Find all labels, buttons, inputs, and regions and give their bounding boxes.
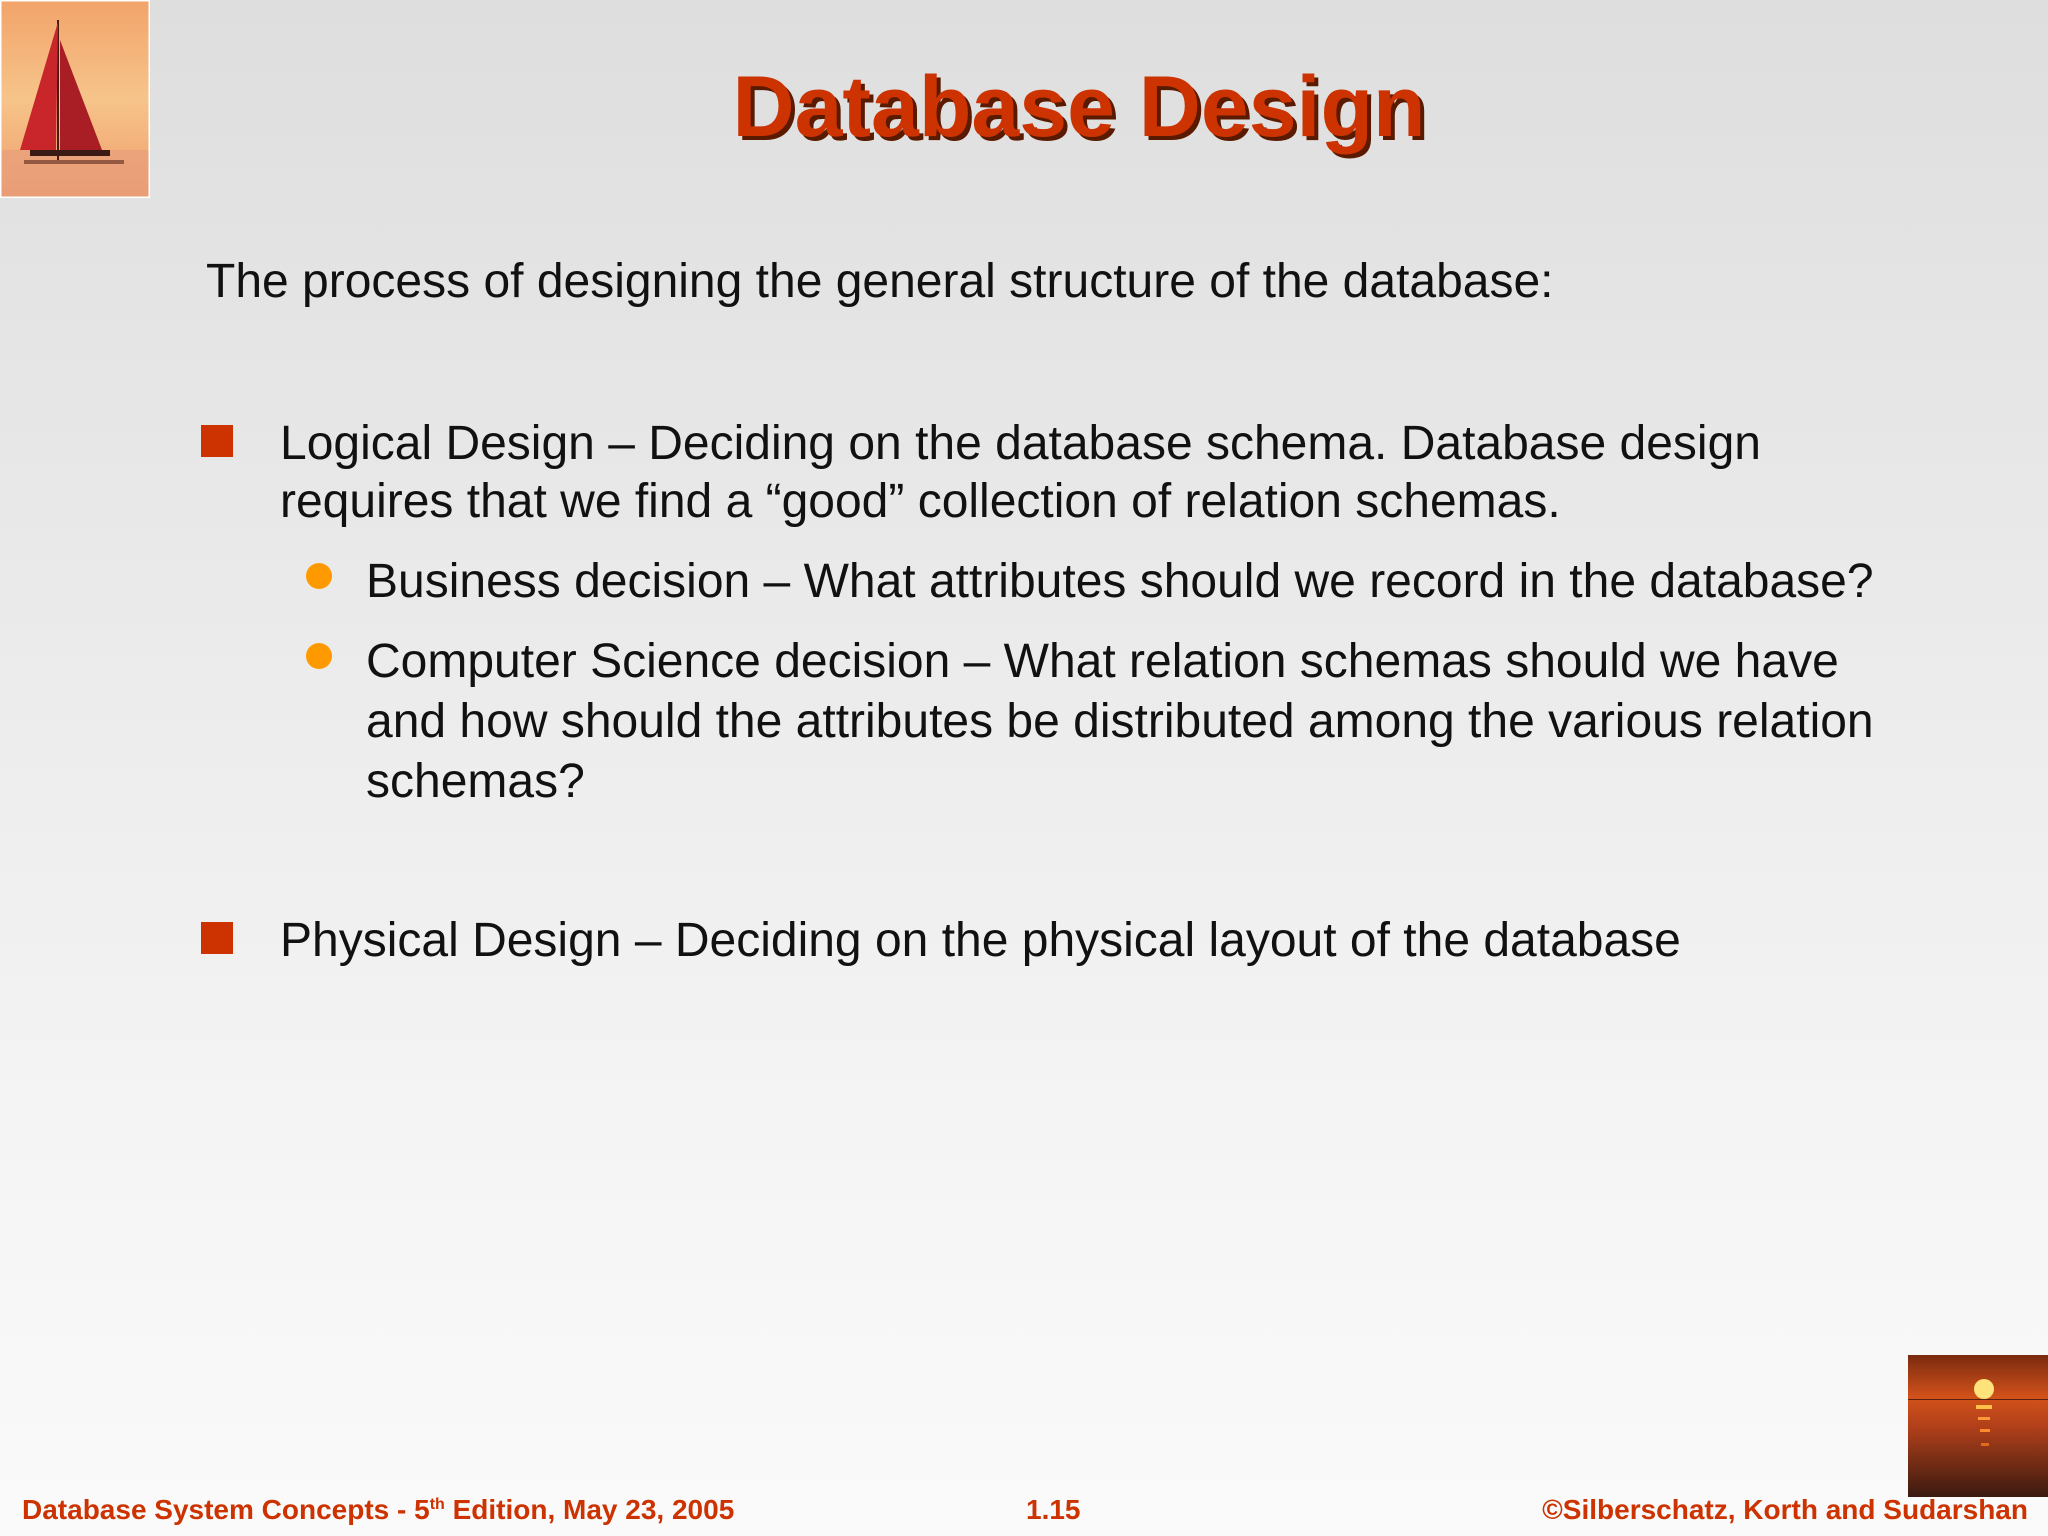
bullet-2-line-1: Physical Design – Deciding on the physical layout of the database (280, 914, 1681, 967)
bullet-1-line-1: Logical Design – Deciding on the database schema. Database design (280, 417, 1761, 470)
sub-bullet-2-line-1: Computer Science decision – What relation schemas should we have (366, 635, 1839, 688)
sub-bullet-2-line-3: schemas? (366, 755, 585, 808)
sub-bullet-2-line-2: and how should the attributes be distributed among the various relation (366, 695, 1874, 748)
bullet-1-line-2: requires that we find a “good” collection of relation schemas. (280, 475, 1561, 528)
sub-bullet-dot-icon (306, 563, 332, 589)
footer-book-title (22, 1494, 734, 1526)
footer-page-number: 1.15 (1026, 1494, 1081, 1525)
footer-copyright: ©Silberschatz, Korth and Sudarshan (1542, 1494, 2028, 1525)
sub-bullet-dot-icon (306, 643, 332, 669)
sunset-logo-icon (1908, 1355, 2048, 1497)
footer-edition-sup: th (429, 1496, 445, 1513)
slide-title: Database Design (732, 59, 1426, 155)
bullet-square-icon (201, 922, 233, 954)
intro-text: The process of designing the general structure of the database: (206, 255, 1554, 308)
footer-book-title-b: Edition, May 23, 2005 (444, 1494, 735, 1525)
footer-book-title-a: Database System Concepts - 5 (22, 1494, 430, 1525)
bullet-square-icon (201, 425, 233, 457)
sub-bullet-1-line-1: Business decision – What attributes should we record in the database? (366, 555, 1874, 608)
